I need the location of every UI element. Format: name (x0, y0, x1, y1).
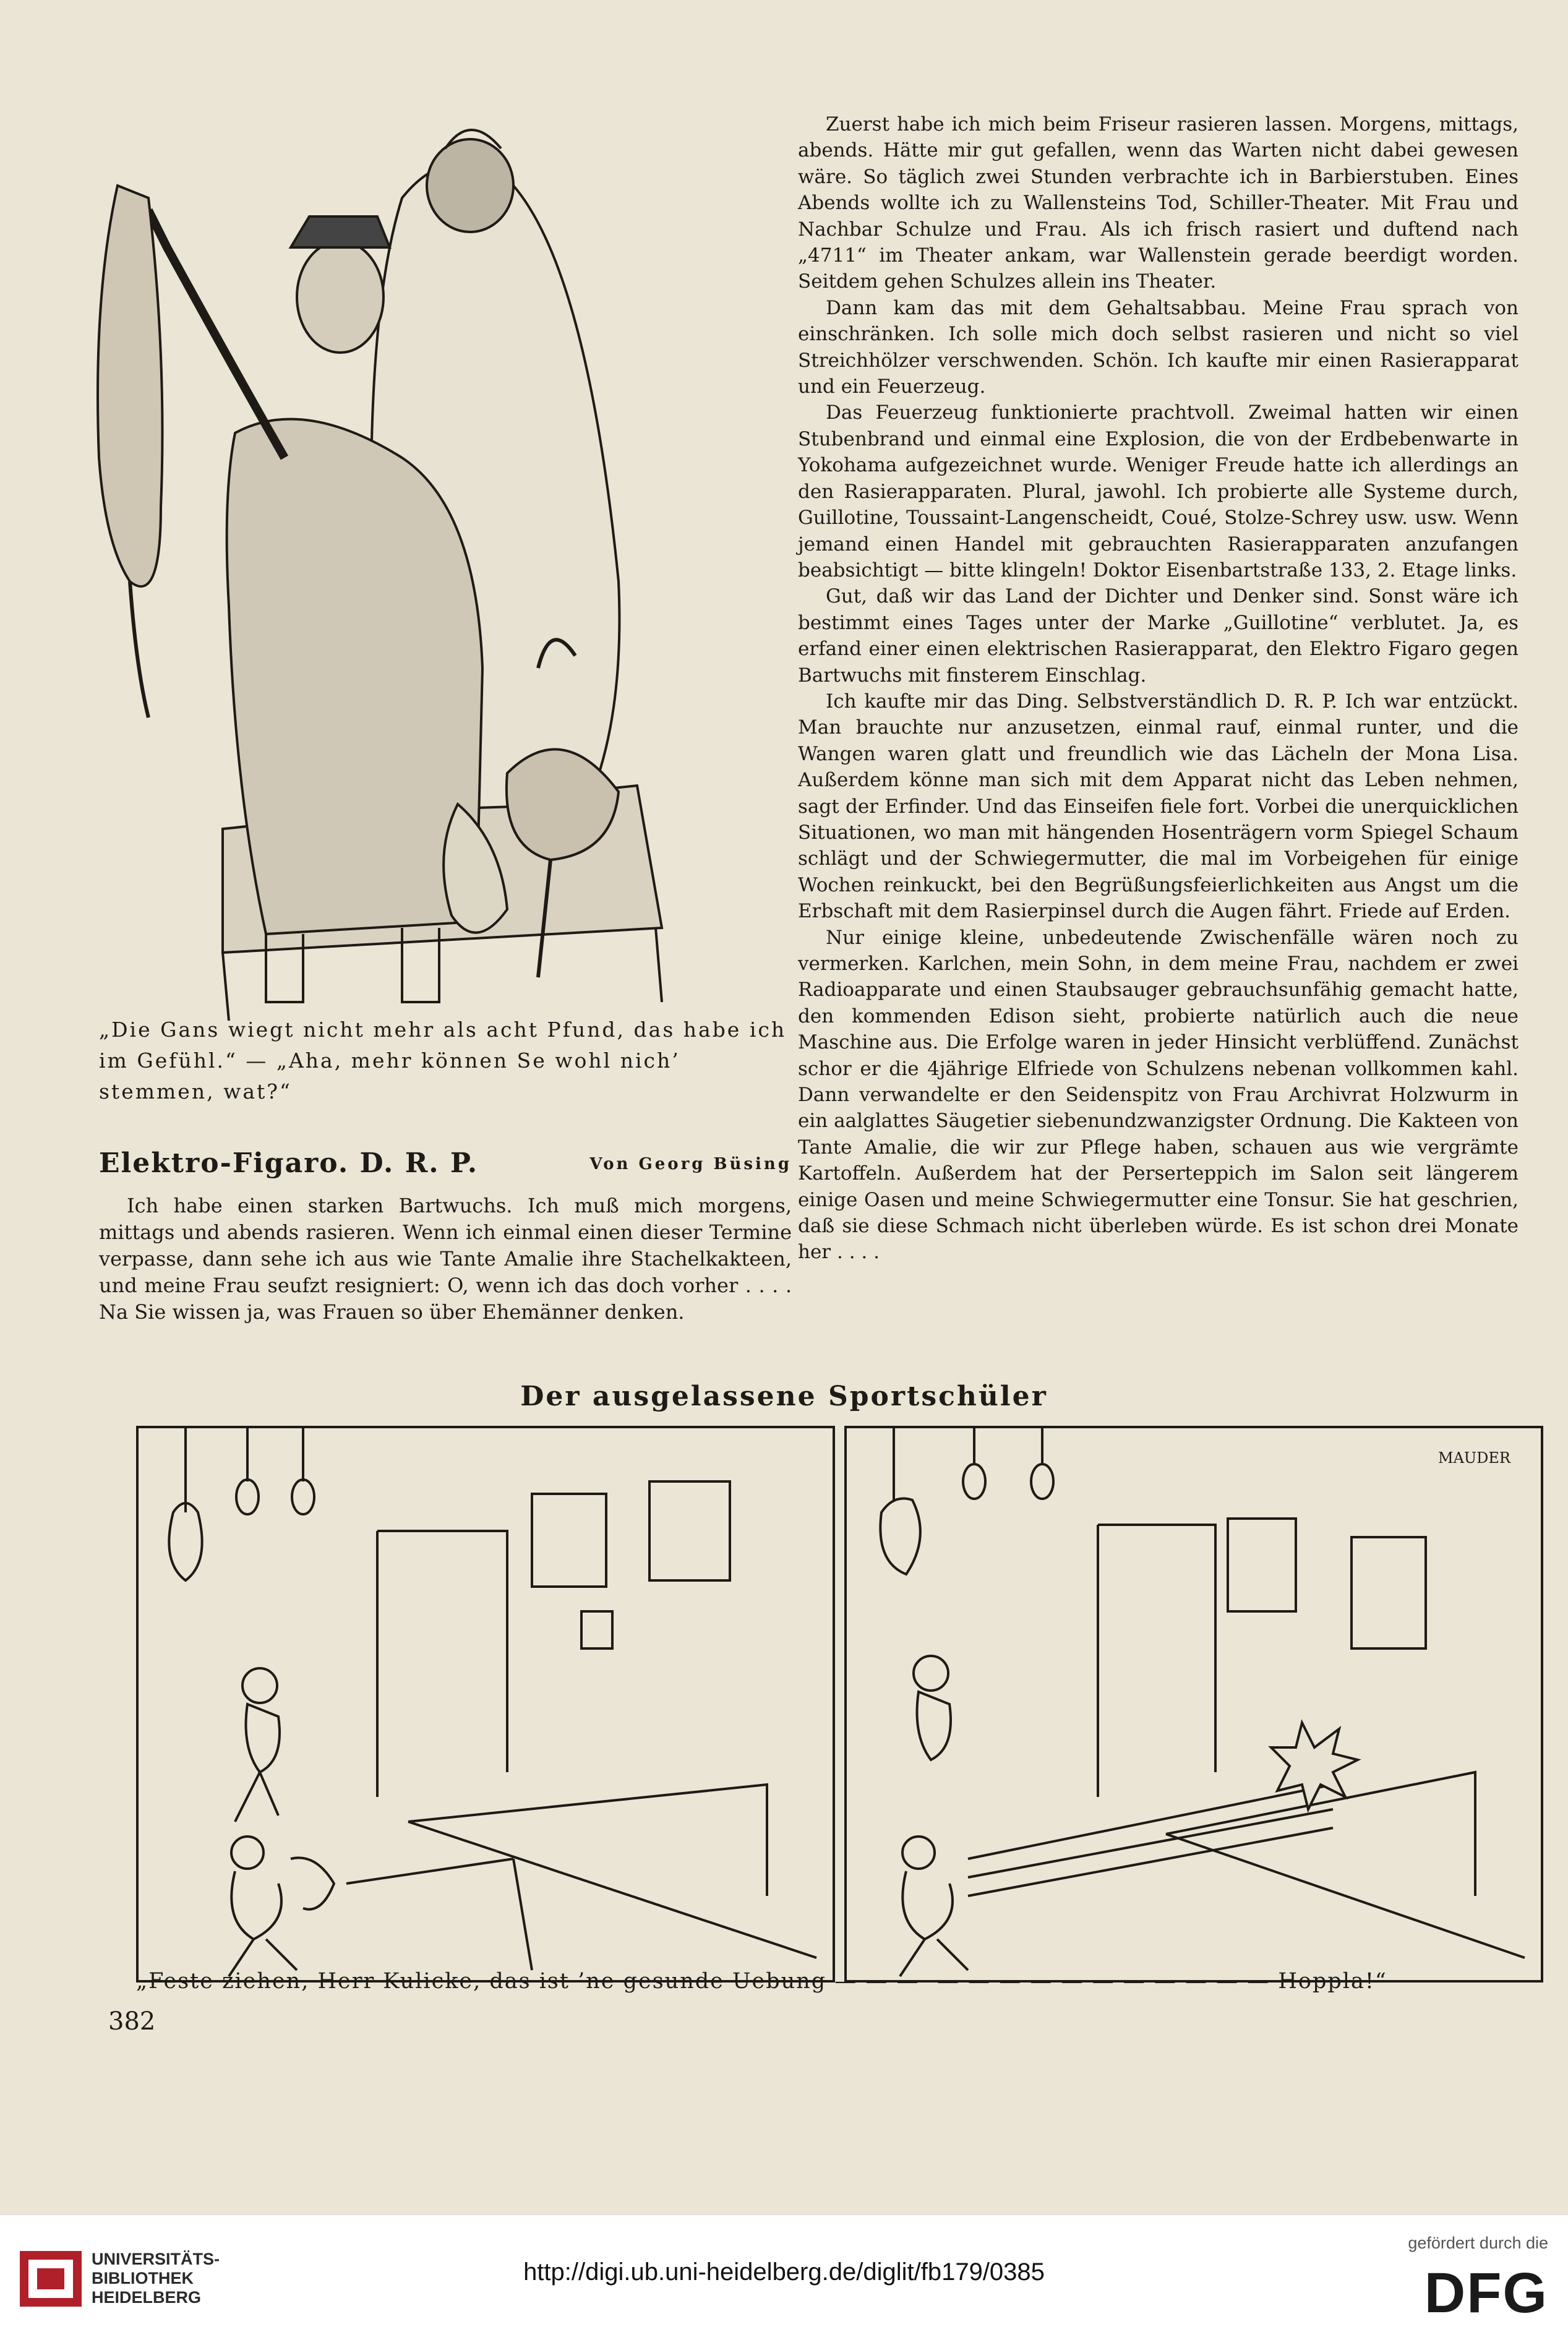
paragraph: Ich kaufte mir das Ding. Selbstverständlich D. R. P. Ich war entzückt. Man brauchte nur anzusetzen, einmal rauf, einmal runter, und die Wangen waren glatt und freundlich wie das Lächeln der Mona Lisa. Außerdem könne man sich mit dem Apparat nicht das Leben nehmen, sagt der Erfinder. Und das Einseifen fiele fort. Vorbei die unerquicklichen Situationen, wo man mit hängenden Hosenträgern vorm Spiegel Schaum schlägt und der Schwiegermutter, die mal im Vorbeigehen für einige Wochen reinkuckt, bei den Begrüßungsfeierlichkeiten aus Angst um die Erbschaft mit dem Rasierpinsel durch die Augen fährt. Friede auf Erden. (798, 690, 1519, 923)
illustration-caption: „Die Gans wiegt nicht mehr als acht Pfund, das habe ich im Gefühl.“ — „Aha, mehr können Se wohl nich’ stemmen, wat?“ (99, 1018, 787, 1104)
comic-panel-2 (844, 1426, 1543, 1983)
funding-label: gefördert durch die (1408, 2234, 1548, 2252)
article-right-column (798, 111, 1519, 1266)
comic-caption-right: — — — — — — — — — — — Hoppla!“ (937, 1969, 1387, 1994)
paragraph: Gut, daß wir das Land der Dichter und Denker sind. Sonst wäre ich bestimmt eines Tages unter der Marke „Guillotine“ verblutet. Ja, es erfand einer einen elektrischen Rasierapparat, den Elektro Figaro gegen Bartwuchs mit finsterem Einschlag. (798, 585, 1519, 687)
comic-signature: MAUDER (1438, 1449, 1510, 1467)
article-byline: Von Georg Büsing (589, 1155, 792, 1173)
article-left-column (99, 1193, 792, 1326)
paragraph: Nur einige kleine, unbedeutende Zwischenfälle wären noch zu vermerken. Karlchen, mein Sohn, in dem meine Frau, nachdem er zwei Radioapparate und einen Staubsauger gebrauchsunfähig gemacht hatte, den kommenden Edison sieht, probierte natürlich auch die neue Maschine aus. Die Erfolge waren in jeder Hinsicht verblüffend. Zunächst schor er die 4jährige Elfriede von Schulzens nebenan vollkommen kahl. Dann verwandelte er den Seidenspitz von Frau Archivrat Holzwurm in ein aalglattes Säugetier siebenundzwanzigster Ordnung. Die Kakteen von Tante Amalie, die wir zur Pflege haben, schauen aus wie vergrämte Kartoffeln. Außerdem hat der Perserteppich im Salon seit längerem einige Oasen und meine Schwiegermutter eine Tonsur. Sie hat geschrien, daß sie diese Schmach nicht überleben würde. Es ist schon drei Monate her . . . . (798, 926, 1519, 1264)
comic-title: Der ausgelassene Sportschüler (520, 1381, 1048, 1412)
page-number: 382 (108, 2007, 156, 2036)
source-url[interactable]: http://digi.ub.uni-heidelberg.de/diglit/fb179/0385 (523, 2258, 1045, 2286)
comic-caption-left: „Feste ziehen, Herr Kulicke, das ist ’ne gesunde Uebung — — — (136, 1969, 920, 1994)
cartoon-illustration-goose-market (80, 111, 773, 1021)
institution-name: UNIVERSITÄTS- BIBLIOTHEK HEIDELBERG (92, 2250, 220, 2307)
paragraph: Das Feuerzeug funktionierte prachtvoll. Zweimal hatten wir einen Stubenbrand und einmal eine Explosion, die von der Erdbebenwarte in Yokohama aufgezeichnet wurde. Weniger Freude hatte ich allerdings an den Rasierapparaten. Plural, jawohl. Ich probierte alle Systeme durch, Guillotine, Toussaint-Langenscheidt, Coué, Stolze-Schrey usw. usw. Wenn jemand einen Handel mit gebrauchten Rasierapparaten anzufangen beabsichtigt — bitte klingeln! Doktor Eisenbartstraße 133, 2. Etage links. (798, 401, 1519, 581)
article-title: Elektro-Figaro. D. R. P. (99, 1147, 479, 1179)
comic-panel-1 (136, 1426, 835, 1983)
dfg-logo: DFG (1424, 2261, 1548, 2325)
paragraph: Dann kam das mit dem Gehaltsabbau. Meine Frau sprach von einschränken. Ich solle mich doch selbst rasieren und nicht so viel Streichhölzer verschwenden. Schön. Ich kaufte mir einen Rasierapparat und ein Feuerzeug. (798, 296, 1519, 398)
footer-bar (0, 2214, 1568, 2332)
paragraph: Ich habe einen starken Bartwuchs. Ich muß mich morgens, mittags und abends rasieren. Wenn ich einmal einen dieser Termine verpasse, dann sehe ich aus wie Tante Amalie ihre Stachelkakteen, und meine Frau seufzt resigniert: O, wenn ich das doch vorher . . . . Na Sie wissen ja, was Frauen so über Ehemänner denken. (99, 1194, 792, 1324)
article-header (99, 1147, 792, 1185)
paragraph: Zuerst habe ich mich beim Friseur rasieren lassen. Morgens, mittags, abends. Hätte mir gut gefallen, wenn das Warten nicht dabei gewesen wäre. So täglich zwei Stunden verbrachte ich in Barbierstuben. Eines Abends wollte ich zu Wallensteins Tod, Schiller-Theater. Mit Frau und Nachbar Schulze und Frau. Als ich frisch rasiert und duftend nach „4711“ im Theater ankam, war Wallenstein gerade beerdigt worden. Seitdem gehen Schulzes allein ins Theater. (798, 113, 1519, 293)
